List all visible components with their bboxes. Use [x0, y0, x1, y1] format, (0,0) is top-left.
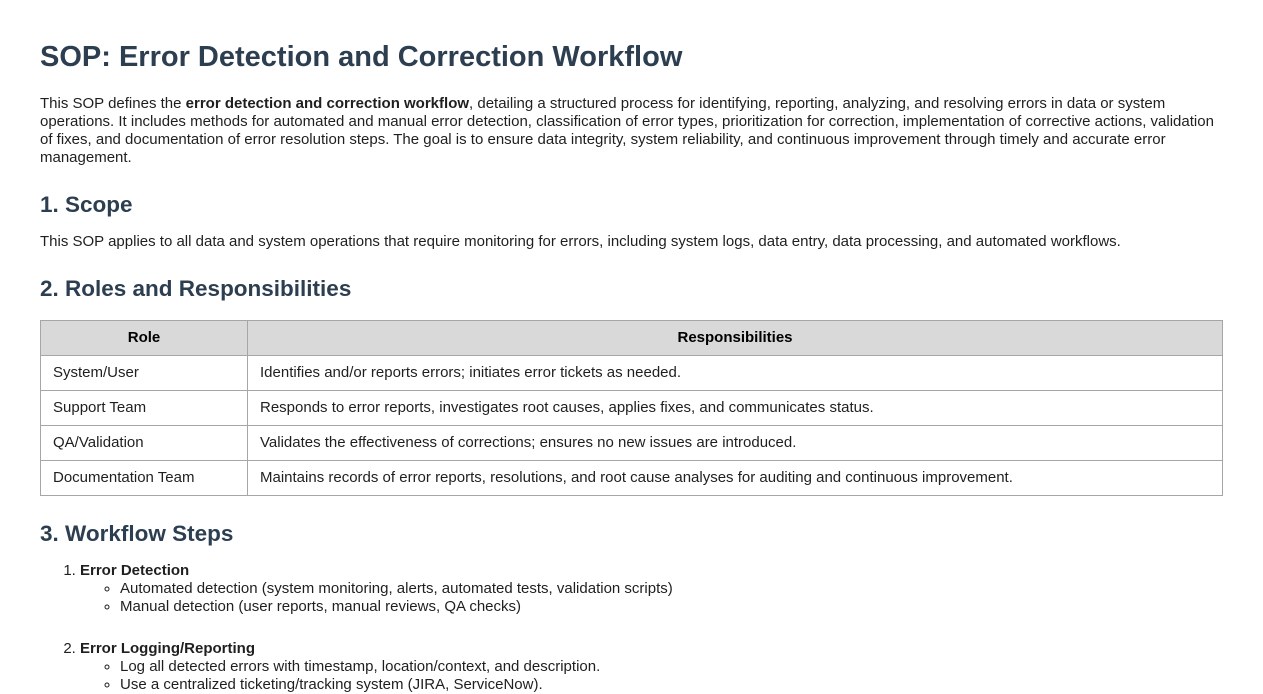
workflow-step — [80, 640, 1223, 694]
role-cell: Documentation Team — [41, 460, 248, 495]
workflow-step — [80, 562, 1223, 616]
workflow-substep-list — [80, 658, 1223, 694]
intro-text-end: , detailing a structured process for identifying, reporting, analyzing, and resolving errors in data or system operations. It includes methods for automated and manual error detection, classification of error types, prioritization for correction, implementation of corrective actions, validation of fixes, and documentation of error resolution steps. The goal is to ensure data integrity, system reliability, and continuous improvement through timely and accurate error management. — [40, 94, 1214, 166]
table-row — [41, 355, 1223, 390]
workflow-substep: ◦ Log all detected errors with timestamp, location/context, and description. — [120, 658, 1223, 676]
responsibilities-column-header: Responsibilities — [248, 320, 1223, 355]
table-row — [41, 460, 1223, 495]
table-row — [41, 390, 1223, 425]
workflow-step-title: Error Logging/Reporting — [80, 639, 255, 657]
role-column-header: Role — [41, 320, 248, 355]
workflow-substep: ◦ Use a centralized ticketing/tracking system (JIRA, ServiceNow). — [120, 676, 1223, 694]
role-cell: QA/Validation — [41, 425, 248, 460]
workflow-substep: ◦ Manual detection (user reports, manual reviews, QA checks) — [120, 598, 1223, 616]
roles-table — [40, 320, 1223, 496]
intro-paragraph — [40, 95, 1223, 167]
roles-heading: 2. Roles and Responsibilities — [40, 275, 352, 301]
role-cell: System/User — [41, 355, 248, 390]
workflow-step-title: Error Detection — [80, 561, 190, 579]
responsibilities-cell: Maintains records of error reports, resolutions, and root cause analyses for auditing and continuous improvement. — [248, 460, 1223, 495]
intro-text-start: This SOP defines the — [40, 94, 186, 112]
workflow-heading: 3. Workflow Steps — [40, 520, 234, 546]
intro-bold-phrase: error detection and correction workflow — [185, 94, 470, 112]
table-header-row — [41, 320, 1223, 355]
workflow-steps-list — [40, 562, 1223, 694]
table-row — [41, 425, 1223, 460]
responsibilities-cell: Identifies and/or reports errors; initiates error tickets as needed. — [248, 355, 1223, 390]
role-cell: Support Team — [41, 390, 248, 425]
responsibilities-cell: Validates the effectiveness of corrections; ensures no new issues are introduced. — [248, 425, 1223, 460]
workflow-substep-list — [80, 580, 1223, 616]
scope-paragraph: This SOP applies to all data and system operations that require monitoring for errors, including system logs, data entry, data processing, and automated workflows. — [40, 232, 1121, 250]
page-title: SOP: Error Detection and Correction Workflow — [40, 41, 683, 73]
responsibilities-cell: Responds to error reports, investigates root causes, applies fixes, and communicates status. — [248, 390, 1223, 425]
workflow-substep: ◦ Automated detection (system monitoring, alerts, automated tests, validation scripts) — [120, 580, 1223, 598]
scope-heading: 1. Scope — [40, 191, 133, 217]
